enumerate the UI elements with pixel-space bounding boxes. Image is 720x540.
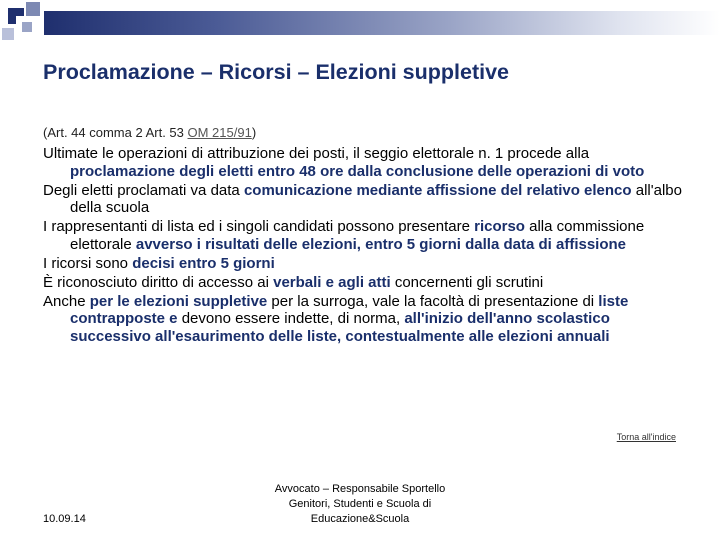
body-paragraph: [43, 182, 683, 217]
slide-date: 10.09.14: [43, 513, 86, 525]
slide-body: [43, 145, 683, 347]
body-text: alla commissione elettorale: [70, 218, 645, 253]
footer-line: Educazione&Scuola: [310, 513, 410, 525]
body-text: È riconosciuto diritto di accesso ai: [43, 273, 274, 291]
highlighted-text: ricorso: [474, 218, 525, 235]
footer-line: Avvocato – Responsabile Sportello: [274, 483, 446, 495]
header-gradient-bar: [44, 11, 720, 35]
body-text: Anche: [43, 292, 90, 310]
body-text: devono essere indette, di norma,: [177, 310, 405, 327]
highlighted-text: avverso i risultati delle elezioni, entro 5 giorni dalla data di affissione: [135, 235, 627, 253]
back-to-index-link[interactable]: Torna all'indice: [616, 432, 676, 442]
reference-suffix: ): [251, 125, 257, 140]
body-text: I ricorsi sono: [43, 254, 133, 272]
body-paragraph: [43, 218, 683, 253]
page-title: Proclamazione – Ricorsi – Elezioni suppletive: [43, 60, 509, 84]
footer-author: [250, 482, 470, 527]
highlighted-text: decisi entro 5 giorni: [132, 254, 275, 272]
reference-link[interactable]: OM 215/91: [187, 125, 252, 140]
body-paragraph: [43, 293, 683, 346]
deco-square-small: [22, 22, 32, 32]
body-text: concernenti gli scrutini: [390, 273, 544, 291]
highlighted-text: per le elezioni suppletive: [89, 292, 268, 310]
legal-reference: [43, 125, 256, 140]
body-paragraph: [43, 274, 683, 292]
body-paragraph: [43, 255, 683, 273]
body-text: all'albo della scuola: [70, 181, 682, 216]
body-paragraph: [43, 145, 683, 180]
body-text: per la surroga, vale la facoltà di presentazione di: [267, 292, 599, 310]
deco-square-light: [2, 28, 14, 40]
body-text: Ultimate le operazioni di attribuzione dei posti, il seggio elettorale n. 1 procede alla: [43, 145, 590, 162]
highlighted-text: proclamazione degli eletti entro 48 ore dalla conclusione delle operazioni di voto: [70, 162, 645, 180]
footer-line: Genitori, Studenti e Scuola di: [288, 498, 432, 510]
highlighted-text: all'inizio dell'anno scolastico successivo all'esaurimento delle liste, contestualmente alle elezioni annuali: [70, 310, 610, 345]
highlighted-text: liste contrapposte e: [70, 292, 629, 327]
highlighted-text: verbali e agli atti: [273, 273, 391, 291]
highlighted-text: comunicazione mediante affissione del relativo elenco: [243, 181, 632, 199]
body-text: Degli eletti proclamati va data: [43, 181, 244, 199]
reference-prefix: (Art. 44 comma 2 Art. 53: [43, 125, 188, 140]
body-text: I rappresentanti di lista ed i singoli candidati possono presentare: [43, 218, 475, 235]
deco-square-mid: [26, 2, 40, 16]
